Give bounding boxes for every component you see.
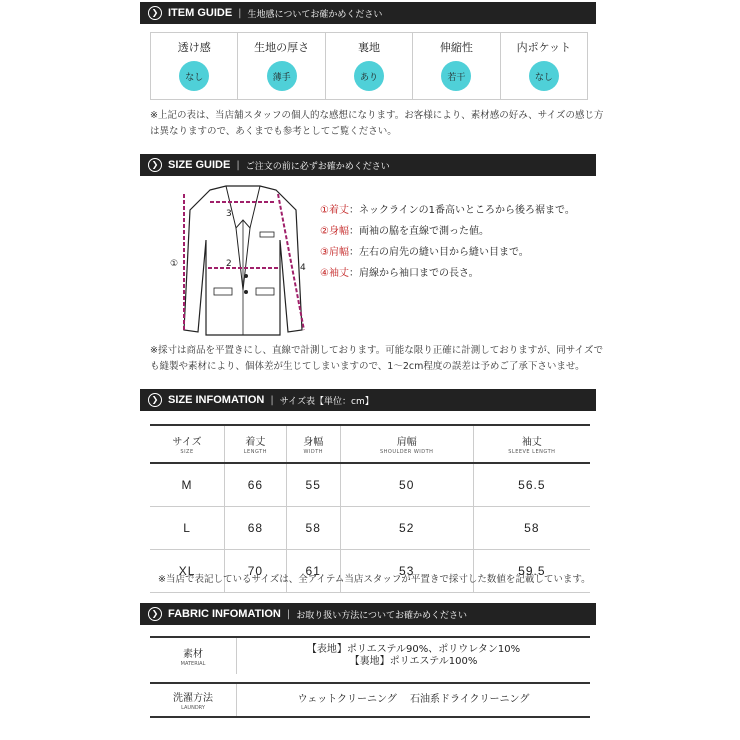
note-line: は異なりますので、あくまでも参考としてご覧ください。 [150, 126, 397, 137]
table-cell: 52 [340, 507, 473, 550]
guide-cell [501, 33, 587, 99]
table-cell: 70 [225, 550, 287, 593]
table-cell: 56.5 [473, 463, 590, 507]
guide-label: 透け感 [177, 41, 211, 54]
guide-cell [238, 33, 325, 99]
laundry-key: 洗濯方法 LAUNDRY [150, 684, 237, 716]
item-guide-table [150, 32, 588, 100]
column-header: 身幅 WIDTH [286, 425, 340, 463]
section-subtitle: 生地感についてお確かめください [247, 9, 383, 20]
size-guide-header: ❯ SIZE GUIDE | ご注文の前に必ずお確かめください [140, 154, 596, 176]
guide-badge: 薄手 [267, 61, 297, 91]
item-guide-header: ❯ ITEM GUIDE | 生地感についてお確かめください [140, 2, 596, 24]
chevron-right-icon: ❯ [148, 6, 162, 20]
material-value: 【表地】ポリエステル90%、ポリウレタン10% 【裏地】ポリエステル100% [306, 644, 521, 667]
table-header-row [150, 425, 590, 463]
section-subtitle: サイズ表【単位：cm】 [279, 396, 374, 407]
note-line: も縫製や素材により、個体差が生じてしまいますので、1〜2cm程度の誤差は予めご了承下さいませ。 [150, 361, 585, 372]
legend-item: ③肩幅：左右の肩先の縫い目から縫い目まで。 [320, 247, 529, 258]
jacket-diagram [168, 180, 318, 340]
table-row [150, 463, 590, 507]
marker-3: 3 [226, 209, 232, 219]
table-cell: 50 [340, 463, 473, 507]
guide-label: 伸縮性 [439, 41, 473, 54]
column-header: 肩幅 SHOULDER WIDTH [340, 425, 473, 463]
fabric-info-header: ❯ FABRIC INFOMATION | お取り扱い方法についてお確かめください [140, 603, 596, 625]
size-info-note: ※当店で表記しているサイズは、全アイテム当店スタッフが平置きで採寸した数値を記載しています。 [158, 574, 591, 585]
section-subtitle: お取り扱い方法についてお確かめください [296, 610, 468, 621]
section-title: SIZE INFOMATION [168, 394, 265, 406]
legend-item: ④袖丈：肩線から袖口までの長さ。 [320, 268, 479, 279]
table-cell: XL [150, 550, 225, 593]
chevron-right-icon: ❯ [148, 158, 162, 172]
table-cell: M [150, 463, 225, 507]
guide-label: 裏地 [358, 41, 381, 54]
material-key: 素材 MATERIAL [150, 638, 237, 674]
marker-4: 4 [300, 263, 306, 273]
marker-1: ① [170, 259, 179, 269]
legend-item: ①着丈：ネックラインの1番高いところから後ろ裾まで。 [320, 205, 575, 216]
guide-cell [326, 33, 413, 99]
size-guide-legend [320, 200, 575, 284]
guide-badge: あり [354, 61, 384, 91]
note-line: ※採寸は商品を平置きにし、直線で計測しております。可能な限り正確に計測しておりますが、同サイズで [150, 345, 603, 356]
table-cell: 61 [286, 550, 340, 593]
table-cell: 58 [473, 507, 590, 550]
column-header: サイズ SIZE [150, 425, 225, 463]
column-header: 袖丈 SLEEVE LENGTH [473, 425, 590, 463]
laundry-value: ウェットクリーニング 石油系ドライクリーニング [297, 694, 530, 705]
section-title: ITEM GUIDE [168, 7, 233, 19]
section-title: SIZE GUIDE [168, 159, 231, 171]
table-cell: 55 [286, 463, 340, 507]
table-cell: L [150, 507, 225, 550]
size-info-header: ❯ SIZE INFOMATION | サイズ表【単位：cm】 [140, 389, 596, 411]
table-cell: 53 [340, 550, 473, 593]
table-cell: 58 [286, 507, 340, 550]
guide-cell [151, 33, 238, 99]
table-cell: 66 [225, 463, 287, 507]
column-header: 着丈 LENGTH [225, 425, 287, 463]
size-guide-note [150, 343, 603, 375]
note-line: ※上記の表は、当店舗スタッフの個人的な感想になります。お客様により、素材感の好み、サイズの感じ方 [150, 110, 604, 121]
item-guide-note [150, 108, 604, 140]
table-cell: 68 [225, 507, 287, 550]
fabric-material-row [150, 636, 590, 674]
chevron-right-icon: ❯ [148, 393, 162, 407]
table-cell: 59.5 [473, 550, 590, 593]
table-row [150, 507, 590, 550]
size-table [150, 424, 590, 593]
guide-cell [413, 33, 500, 99]
marker-2: 2 [226, 259, 232, 269]
guide-badge: なし [179, 61, 209, 91]
guide-label: 生地の厚さ [254, 41, 310, 54]
fabric-laundry-row [150, 682, 590, 718]
chevron-right-icon: ❯ [148, 607, 162, 621]
guide-badge: 若干 [441, 61, 471, 91]
guide-badge: なし [529, 61, 559, 91]
guide-label: 内ポケット [516, 41, 572, 54]
legend-item: ②身幅：両袖の脇を直線で測った値。 [320, 226, 489, 237]
section-title: FABRIC INFOMATION [168, 608, 281, 620]
section-subtitle: ご注文の前に必ずお確かめください [245, 161, 390, 172]
